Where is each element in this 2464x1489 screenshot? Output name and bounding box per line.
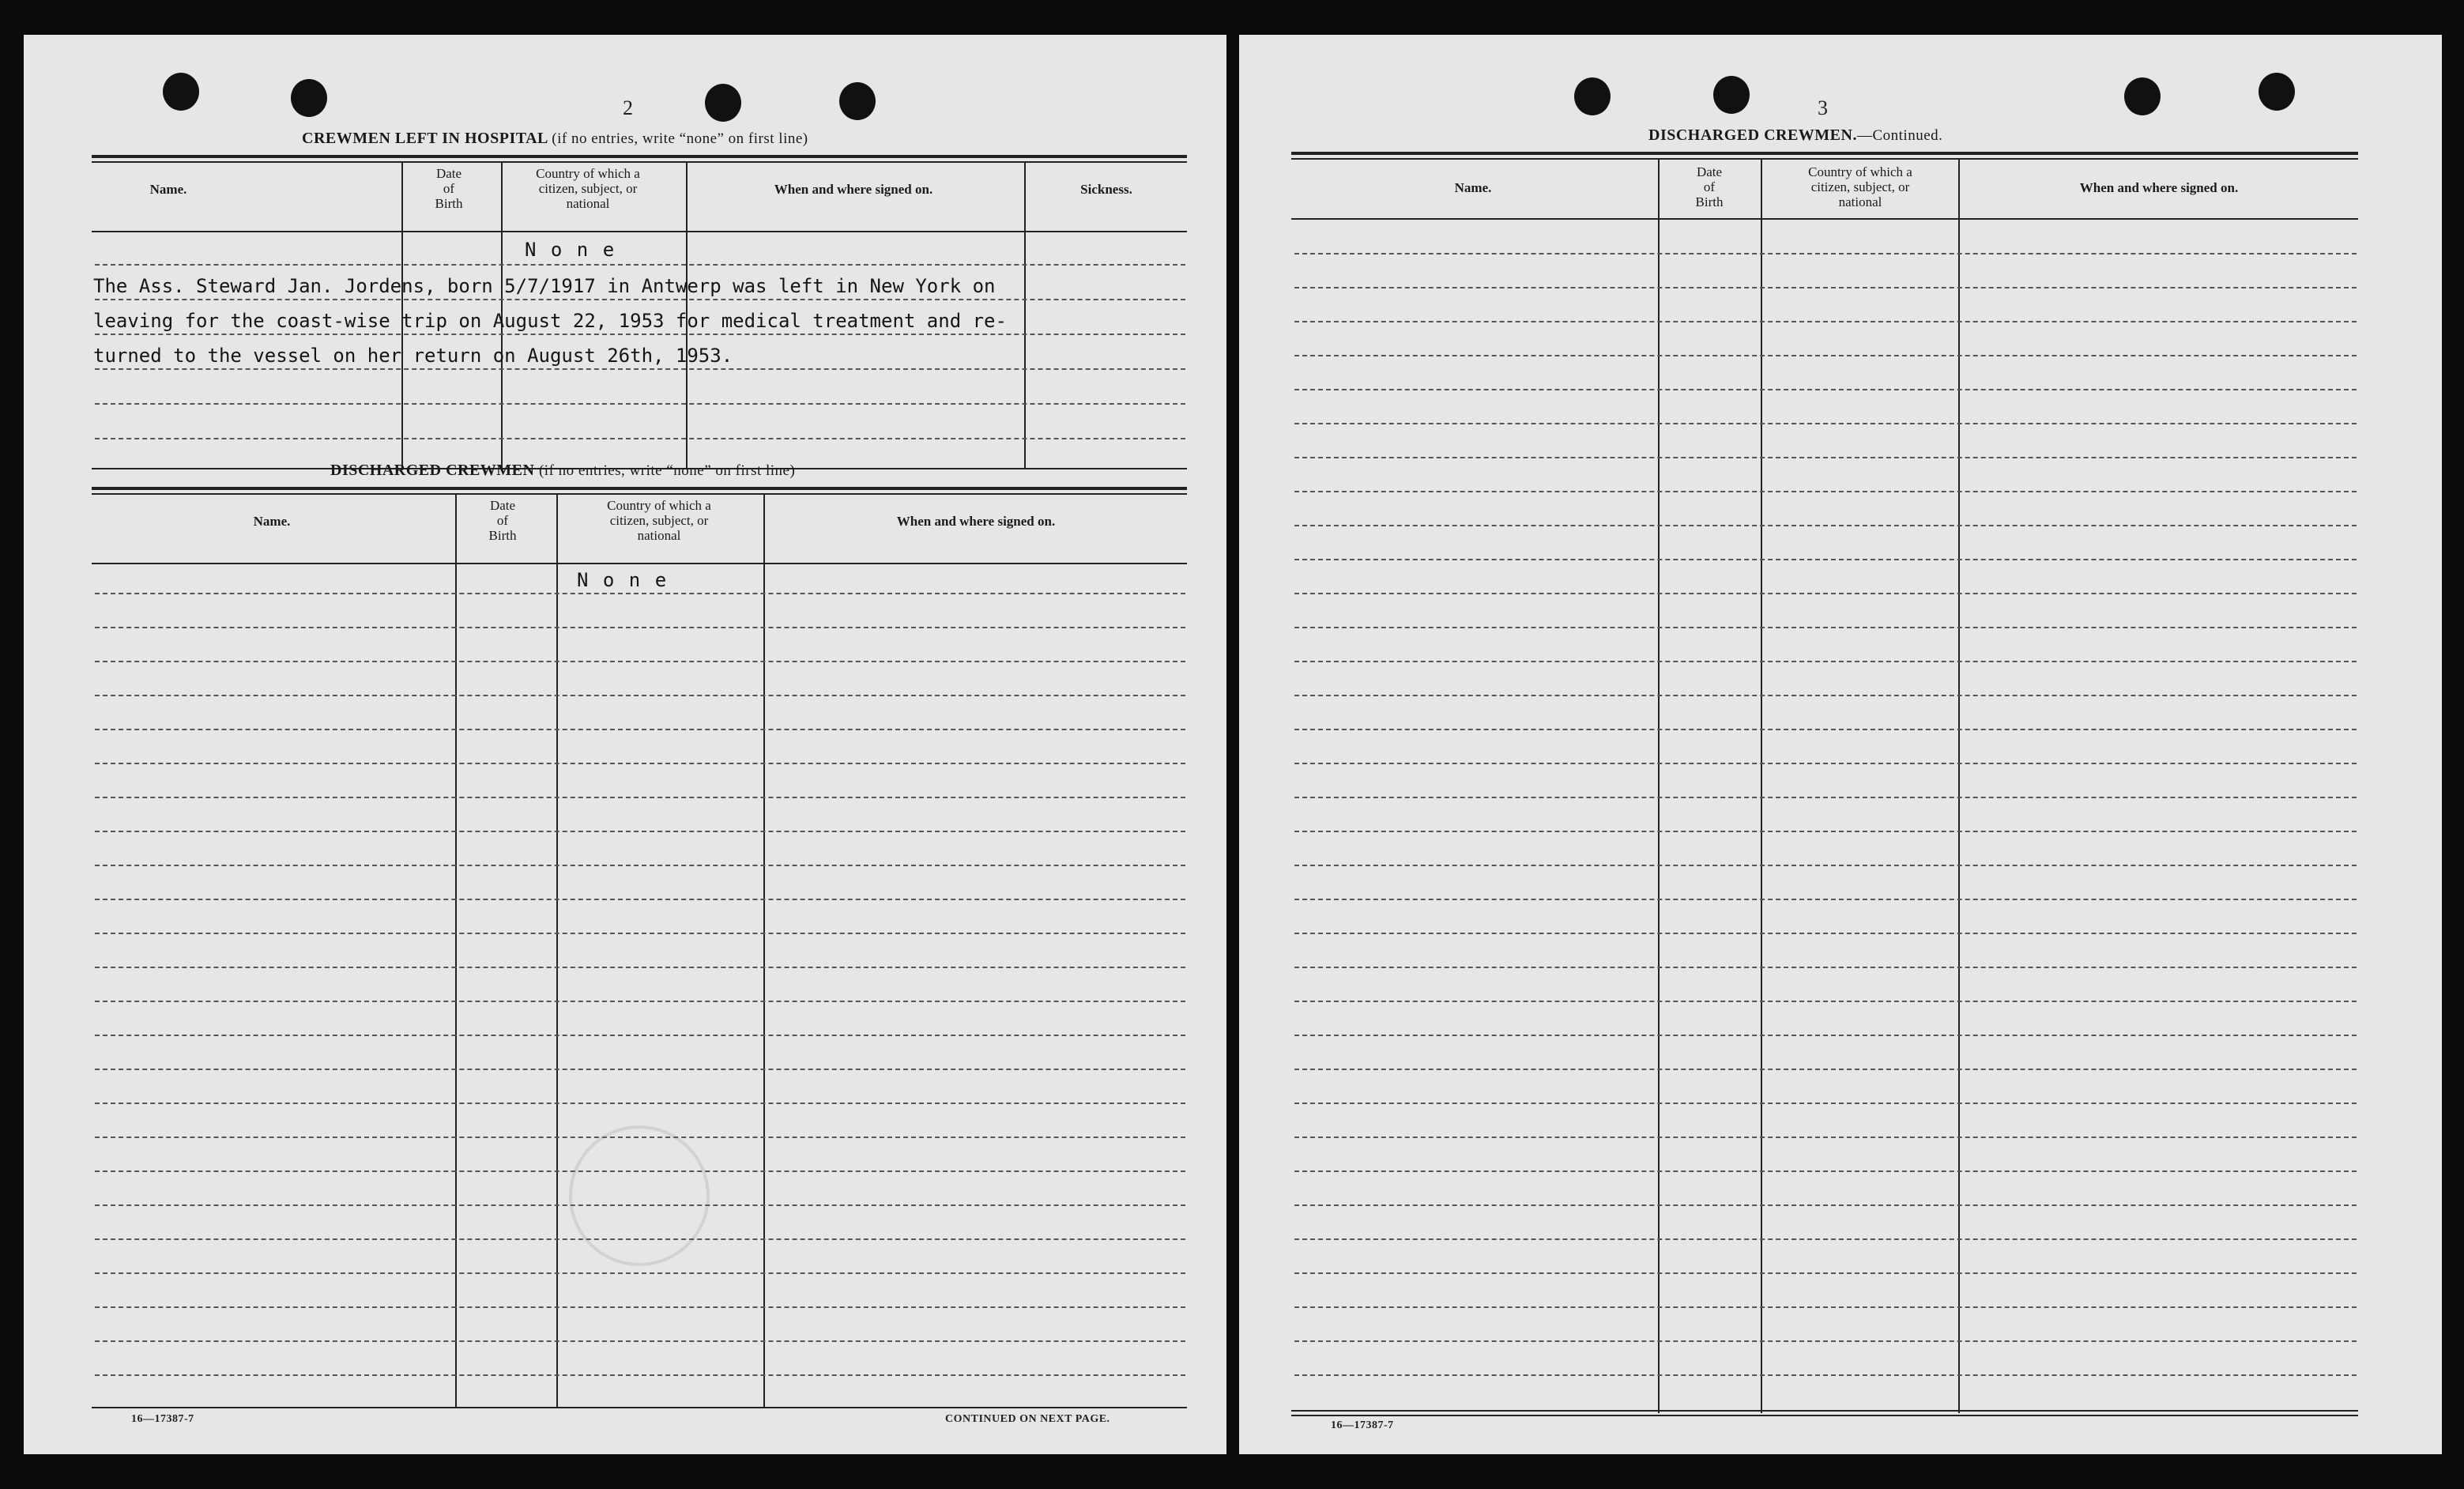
ruled-line bbox=[95, 593, 1185, 594]
ruled-line bbox=[1294, 967, 2357, 968]
discharged-continued-title bbox=[1648, 126, 1942, 145]
ruled-line bbox=[95, 403, 1185, 405]
page-number: 3 bbox=[1818, 96, 1828, 119]
ruled-line bbox=[1294, 865, 2357, 866]
punch-hole bbox=[163, 73, 199, 111]
table-top-rule bbox=[1291, 152, 2358, 155]
discharged-continued-title-text: DISCHARGED CREWMEN. bbox=[1648, 126, 1857, 144]
ruled-line bbox=[95, 438, 1185, 439]
col-header-signed-on: When and where signed on. bbox=[774, 182, 933, 197]
ruled-line bbox=[95, 695, 1185, 696]
ruled-line bbox=[1294, 831, 2357, 832]
col-header-country-line: Country of which a bbox=[536, 166, 640, 181]
ruled-line bbox=[1294, 491, 2357, 492]
ruled-line bbox=[95, 797, 1185, 798]
discharged-entry-none: N o n e bbox=[577, 569, 669, 591]
col-header-country-line: national bbox=[637, 528, 681, 543]
ruled-line bbox=[95, 729, 1185, 730]
ruled-line bbox=[1294, 763, 2357, 764]
table-top-rule bbox=[92, 493, 1187, 495]
ruled-line bbox=[95, 967, 1185, 968]
typed-remark-line: turned to the vessel on her return on August 26th, 1953. bbox=[93, 345, 733, 367]
ruled-line bbox=[1294, 899, 2357, 900]
ruled-line bbox=[95, 1374, 1185, 1376]
col-header-dob-line: Date bbox=[1696, 164, 1723, 179]
typed-remark-line: The Ass. Steward Jan. Jordens, born 5/7/1917 in Antwerp was left in New York on bbox=[93, 275, 996, 297]
ruled-line bbox=[1294, 593, 2357, 594]
col-header-name: Name. bbox=[1454, 180, 1492, 195]
ruled-line bbox=[95, 763, 1185, 764]
ruled-line bbox=[95, 299, 1185, 300]
ruled-line bbox=[1294, 797, 2357, 798]
ruled-line bbox=[95, 368, 1185, 370]
ruled-line bbox=[95, 865, 1185, 866]
ruled-line bbox=[95, 1001, 1185, 1002]
ruled-line bbox=[95, 264, 1185, 266]
column-divider bbox=[1958, 158, 1960, 1413]
header-bottom-rule bbox=[1291, 218, 2358, 220]
header-bottom-rule bbox=[92, 231, 1187, 232]
ruled-line bbox=[95, 1340, 1185, 1342]
punch-hole bbox=[705, 84, 741, 122]
ruled-line bbox=[1294, 253, 2357, 254]
ruled-line bbox=[1294, 1340, 2357, 1342]
typed-remark-line: leaving for the coast-wise trip on August 22, 1953 for medical treatment and re- bbox=[93, 310, 1007, 332]
column-divider bbox=[1024, 161, 1026, 469]
table-top-rule bbox=[92, 487, 1187, 490]
ruled-line bbox=[95, 831, 1185, 832]
ruled-line bbox=[1294, 1238, 2357, 1240]
col-header-dob-line: Birth bbox=[1695, 194, 1724, 209]
col-header-country-line: citizen, subject, or bbox=[538, 181, 638, 196]
page-number: 2 bbox=[623, 96, 633, 119]
ruled-line bbox=[1294, 559, 2357, 560]
col-header-dob-line: Date bbox=[435, 166, 462, 181]
ruled-line bbox=[1294, 1374, 2357, 1376]
col-header-country bbox=[558, 498, 760, 543]
col-header-dob bbox=[455, 498, 550, 543]
hospital-entry-none: N o n e bbox=[525, 239, 616, 261]
continued-suffix: —Continued. bbox=[1856, 127, 1943, 144]
col-header-country-line: national bbox=[1838, 194, 1882, 209]
ruled-line bbox=[1294, 1204, 2357, 1206]
ruled-line bbox=[1294, 1035, 2357, 1036]
punch-hole bbox=[2259, 73, 2295, 111]
form-number: 16—17387-7 bbox=[131, 1413, 194, 1425]
discharged-title-note: (if no entries, write “none” on first line) bbox=[538, 462, 796, 479]
ruled-line bbox=[1294, 1001, 2357, 1002]
hospital-title-note: (if no entries, write “none” on first line) bbox=[552, 130, 808, 147]
column-divider bbox=[1658, 158, 1660, 1413]
table-top-rule bbox=[1291, 158, 2358, 160]
form-page-right bbox=[1239, 35, 2442, 1454]
ruled-line bbox=[1294, 729, 2357, 730]
col-header-country-line: citizen, subject, or bbox=[1810, 179, 1910, 194]
table-bottom-rule bbox=[92, 1407, 1187, 1408]
ruled-line bbox=[1294, 661, 2357, 662]
ruled-line bbox=[1294, 355, 2357, 356]
table-top-rule bbox=[92, 161, 1187, 163]
ruled-line bbox=[1294, 287, 2357, 288]
ruled-line bbox=[95, 899, 1185, 900]
ruled-line bbox=[1294, 423, 2357, 424]
faint-stamp-seal bbox=[569, 1125, 710, 1266]
ruled-line bbox=[1294, 627, 2357, 628]
form-page-left bbox=[24, 35, 1226, 1454]
hospital-title-text: CREWMEN LEFT IN HOSPITAL bbox=[302, 130, 548, 147]
table-bottom-rule bbox=[1291, 1415, 2358, 1416]
ruled-line bbox=[95, 1306, 1185, 1308]
punch-hole bbox=[291, 79, 327, 117]
table-top-rule bbox=[92, 155, 1187, 158]
ruled-line bbox=[1294, 457, 2357, 458]
ruled-line bbox=[95, 1103, 1185, 1104]
ruled-line bbox=[95, 1272, 1185, 1274]
ruled-line bbox=[1294, 695, 2357, 696]
col-header-country bbox=[1765, 164, 1955, 209]
discharged-title-text: DISCHARGED CREWMEN bbox=[330, 462, 535, 479]
ruled-line bbox=[1294, 933, 2357, 934]
column-divider bbox=[556, 493, 558, 1408]
col-header-dob bbox=[403, 166, 495, 211]
ruled-line bbox=[1294, 321, 2357, 322]
ruled-line bbox=[1294, 1103, 2357, 1104]
punch-hole bbox=[1574, 77, 1611, 115]
col-header-name: Name. bbox=[253, 514, 291, 529]
ruled-line bbox=[95, 933, 1185, 934]
col-header-dob-line: of bbox=[496, 513, 509, 528]
ruled-line bbox=[95, 334, 1185, 335]
ruled-line bbox=[95, 627, 1185, 628]
col-header-country bbox=[503, 166, 673, 211]
col-header-country-line: national bbox=[566, 196, 610, 211]
col-header-country-line: citizen, subject, or bbox=[609, 513, 709, 528]
ruled-line bbox=[95, 1035, 1185, 1036]
ruled-line bbox=[95, 661, 1185, 662]
punch-hole bbox=[2124, 77, 2161, 115]
col-header-country-line: Country of which a bbox=[607, 498, 711, 513]
ruled-line bbox=[1294, 1069, 2357, 1070]
column-divider bbox=[763, 493, 765, 1408]
ruled-line bbox=[1294, 389, 2357, 390]
column-divider bbox=[1761, 158, 1762, 1413]
ruled-line bbox=[1294, 1137, 2357, 1138]
col-header-name: Name. bbox=[149, 182, 187, 197]
ruled-line bbox=[95, 1069, 1185, 1070]
ruled-line bbox=[1294, 525, 2357, 526]
column-divider bbox=[455, 493, 457, 1408]
col-header-sickness: Sickness. bbox=[1080, 182, 1132, 197]
ruled-line bbox=[1294, 1272, 2357, 1274]
col-header-dob bbox=[1660, 164, 1759, 209]
punch-hole bbox=[1713, 76, 1750, 114]
col-header-dob-line: of bbox=[1703, 179, 1716, 194]
col-header-country-line: Country of which a bbox=[1808, 164, 1912, 179]
discharged-section-title bbox=[330, 462, 795, 480]
punch-hole bbox=[839, 82, 876, 120]
col-header-dob-line: of bbox=[443, 181, 455, 196]
header-bottom-rule bbox=[92, 563, 1187, 564]
ruled-line bbox=[1294, 1306, 2357, 1308]
col-header-signed-on: When and where signed on. bbox=[896, 514, 1056, 529]
col-header-signed-on: When and where signed on. bbox=[2079, 180, 2239, 195]
form-number: 16—17387-7 bbox=[1331, 1419, 1394, 1431]
hospital-section-title bbox=[302, 130, 808, 148]
continued-note: CONTINUED ON NEXT PAGE. bbox=[945, 1413, 1110, 1425]
col-header-dob-line: Date bbox=[489, 498, 516, 513]
col-header-dob-line: Birth bbox=[488, 528, 517, 543]
ruled-line bbox=[1294, 1170, 2357, 1172]
col-header-dob-line: Birth bbox=[435, 196, 463, 211]
table-bottom-rule bbox=[1291, 1410, 2358, 1412]
